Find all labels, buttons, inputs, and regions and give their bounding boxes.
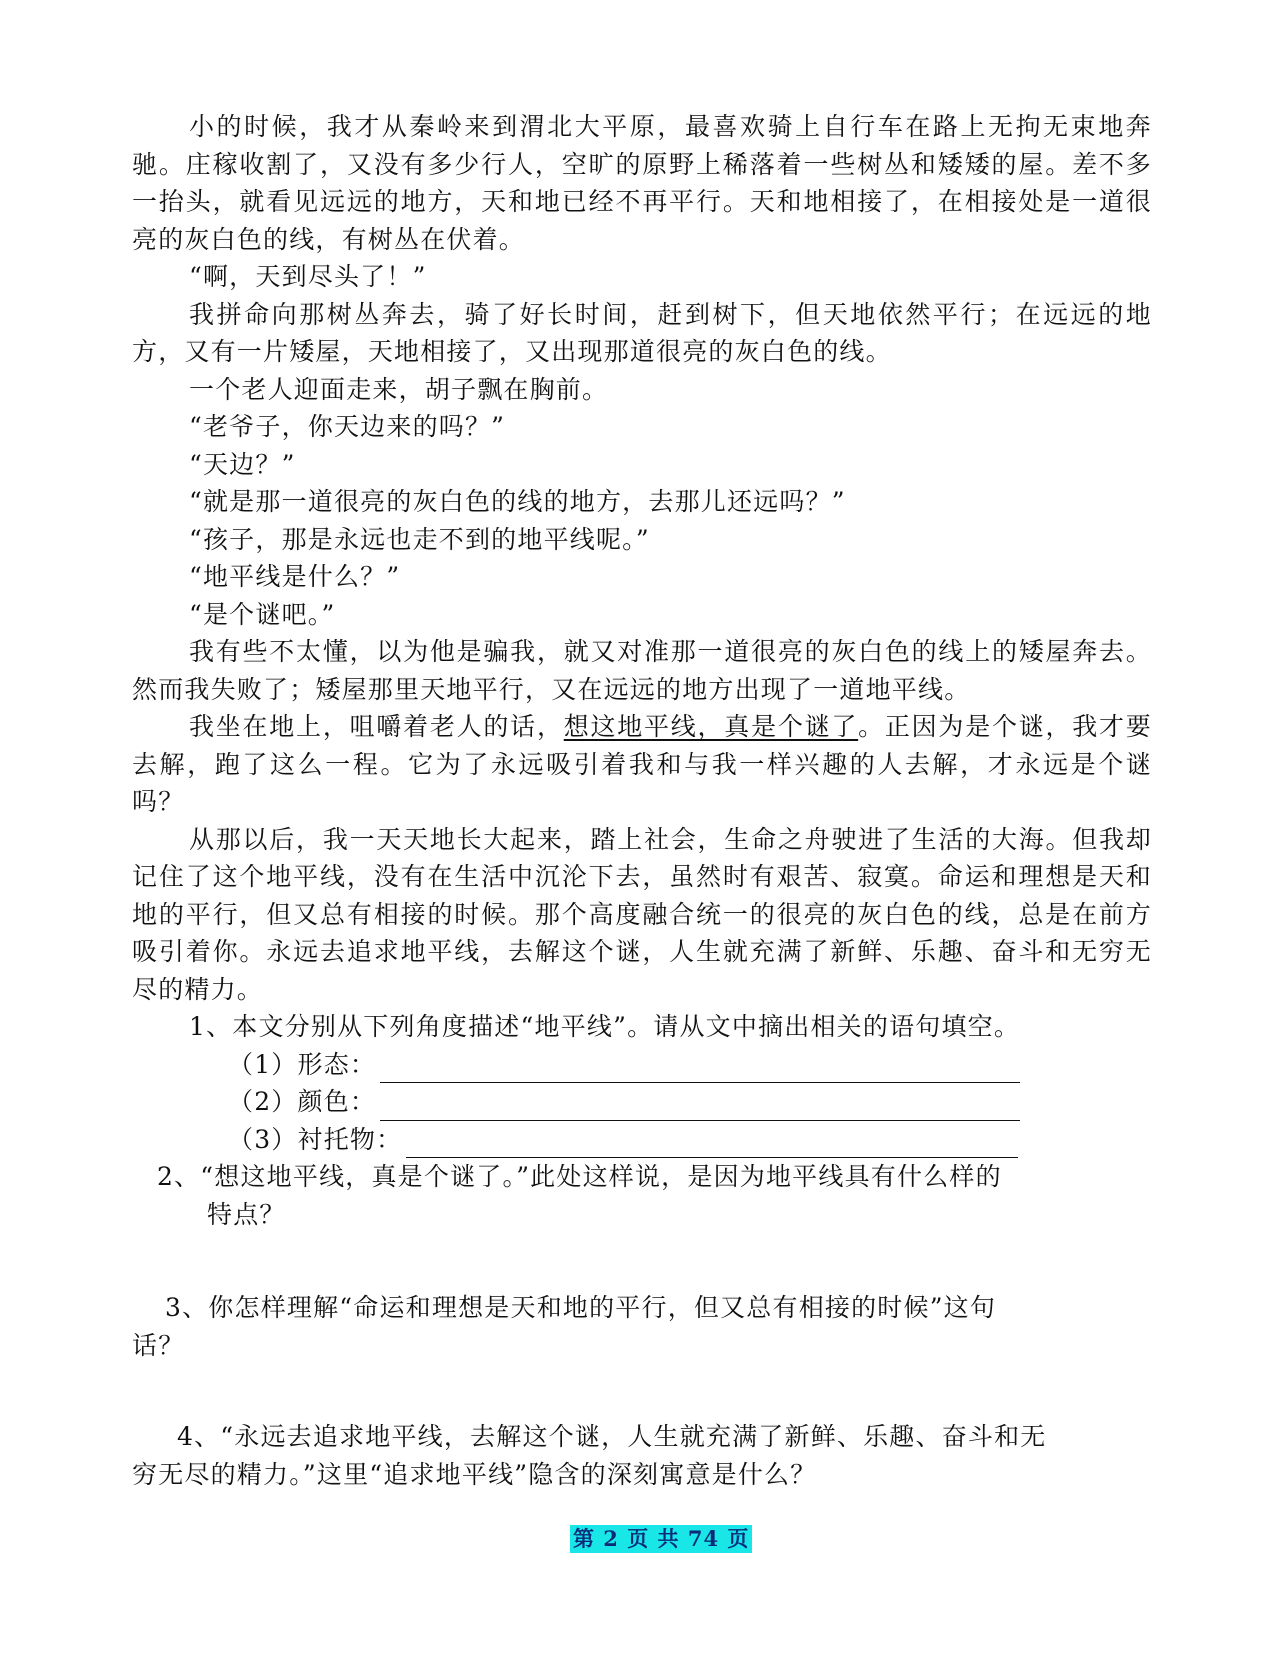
paragraph-6-end: 。正因为是个谜，我才要去解，跑了这么一程。它为了永远吸引着我和与我一样兴趣的人去解，才永远是个谜吗？ xyxy=(132,712,1152,816)
dialogue-line-5: “地平线是什么？” xyxy=(189,562,401,591)
question-1-item-shape-label: （1）形态： xyxy=(228,1049,377,1079)
question-3: 3、你怎样理解“命运和理想是天和地的平行，但又总有相接的时候”这句 xyxy=(165,1293,997,1322)
dialogue-line-2: “天边？” xyxy=(189,449,296,479)
answer-blank-shape[interactable] xyxy=(380,1056,1020,1083)
paragraph-3: 我拼命向那树丛奔去，骑了好长时间，赶到树下，但天地依然平行；在远远的地方，又有一片矮屋，天地相接了，又出现那道很亮的灰白色的线。 xyxy=(132,299,1152,366)
underlined-sentence: 想这地平线，真是个谜了 xyxy=(563,712,859,741)
document-body xyxy=(132,108,1152,1493)
paragraph-6-start: 我坐在地上，咀嚼着老人的话， xyxy=(189,712,564,741)
paragraph-6 xyxy=(132,708,1152,821)
dialogue-line-4: “孩子，那是永远也走不到的地平线呢。” xyxy=(189,524,650,554)
answer-space-2 xyxy=(132,1233,1152,1289)
paragraph-4: 一个老人迎面走来，胡子飘在胸前。 xyxy=(189,374,609,404)
question-4-continued: 穷无尽的精力。”这里“追求地平线”隐含的深刻寓意是什么？ xyxy=(132,1459,817,1489)
dialogue-line-1: “老爷子，你天边来的吗？” xyxy=(189,412,506,441)
question-3-continued: 话？ xyxy=(132,1330,185,1360)
paragraph-7: 从那以后，我一天天地长大起来，踏上社会，生命之舟驶进了生活的大海。但我却记住了这个地平线，没有在生活中沉沦下去，虽然时有艰苦、寂寞。命运和理想是天和地的平行，但又总有相接的时候。那个高度融合统一的很亮的灰白色的线，总是在前方吸引着你。永远去追求地平线，去解这个谜，人生就充满了新鲜、乐趣、奋斗和无穷无尽的精力。 xyxy=(132,824,1152,1004)
question-1-item-backdrop xyxy=(132,1121,1152,1159)
paragraph-1: 小的时候，我才从秦岭来到渭北大平原，最喜欢骑上自行车在路上无拘无束地奔驰。庄稼收割了，又没有多少行人，空旷的原野上稀落着一些树丛和矮矮的屋。差不多一抬头，就看见远远的地方，天和地已经不再平行。天和地相接了，在相接处是一道很亮的灰白色的线，有树丛在伏着。 xyxy=(132,112,1152,254)
question-1-item-color xyxy=(132,1083,1152,1121)
question-1-item-backdrop-label: （3）衬托物： xyxy=(228,1124,403,1154)
dialogue-line-3: “就是那一道很亮的灰白色的线的地方，去那儿还远吗？” xyxy=(189,487,846,516)
question-2-continued: 特点？ xyxy=(207,1199,286,1229)
question-1-item-color-label: （2）颜色： xyxy=(228,1087,377,1116)
paragraph-2: “啊，天到尽头了！” xyxy=(189,262,427,291)
question-1-item-shape xyxy=(132,1046,1152,1084)
question-2: 2、“想这地平线，真是个谜了。”此处这样说，是因为地平线具有什么样的 xyxy=(157,1162,1002,1191)
answer-blank-backdrop[interactable] xyxy=(406,1131,1018,1158)
answer-blank-color[interactable] xyxy=(380,1094,1020,1121)
question-1: 1、本文分别从下列角度描述“地平线”。请从文中摘出相关的语句填空。 xyxy=(189,1012,1021,1041)
paragraph-5: 我有些不太懂，以为他是骗我，就又对准那一道很亮的灰白色的线上的矮屋奔去。然而我失败了；矮屋那里天地平行，又在远远的地方出现了一道地平线。 xyxy=(132,637,1152,704)
page-number-footer: 第 2 页 共 74 页 xyxy=(570,1525,752,1553)
answer-space-3 xyxy=(132,1364,1152,1418)
question-4: 4、“永远去追求地平线，去解这个谜，人生就充满了新鲜、乐趣、奋斗和无 xyxy=(177,1422,1047,1451)
dialogue-line-6: “是个谜吧。” xyxy=(189,599,336,629)
